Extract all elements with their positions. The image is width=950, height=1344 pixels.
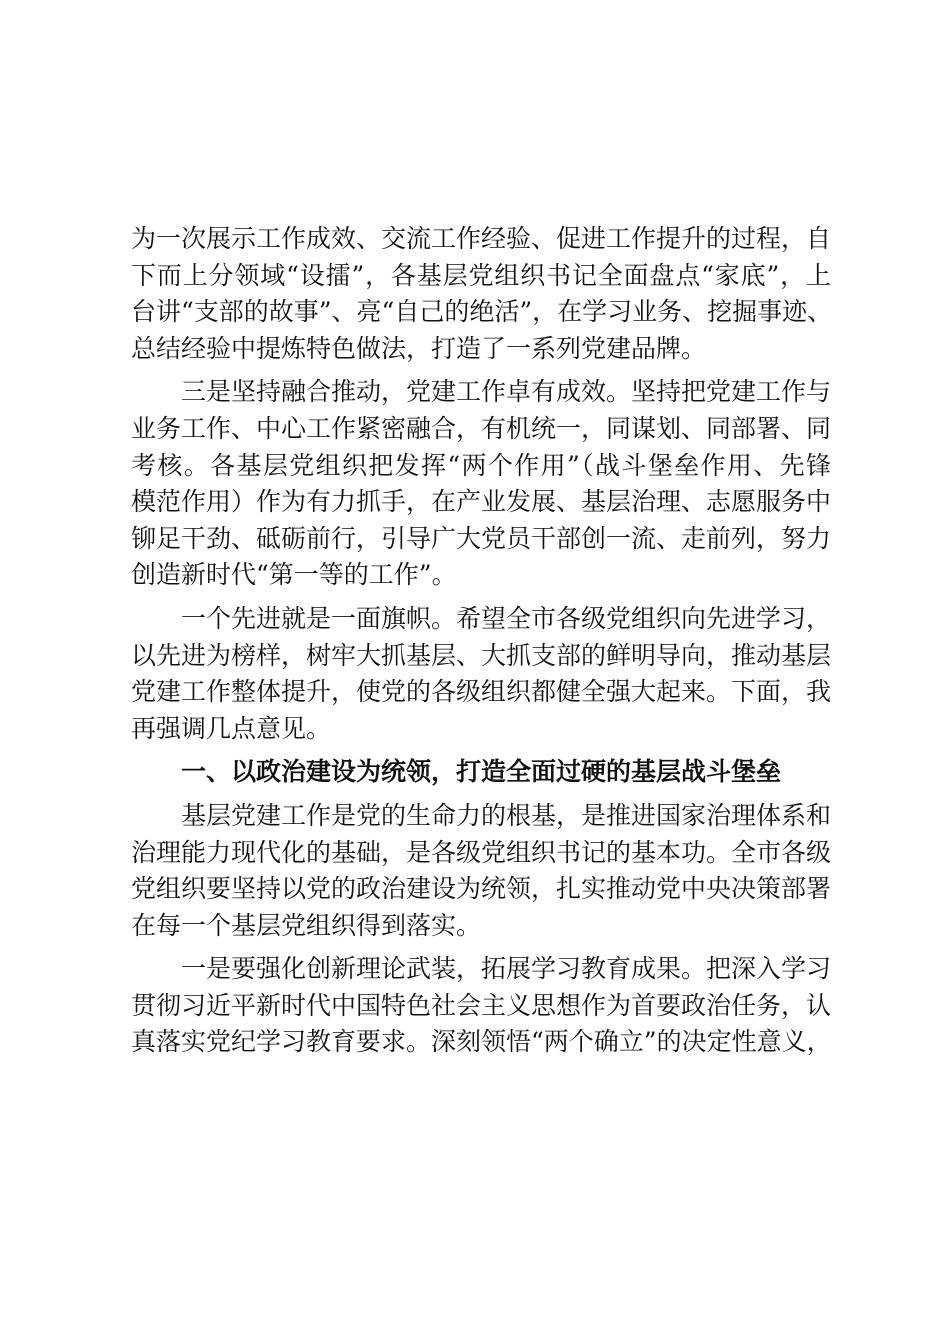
text-line: 业务工作、中心工作紧密融合，有机统一，同谋划、同部署、同 [131,413,832,443]
paragraph-continuation [131,221,831,367]
text-line: 一个先进就是一面旗帜。希望全市各级党组织向先进学习， [181,603,832,633]
paragraph-banner [131,601,831,747]
document-body [131,221,831,1061]
text-line: 贯彻习近平新时代中国特色社会主义思想作为首要政治任务，认 [131,990,832,1020]
text-line: 以先进为榜样，树牢大抓基层、大抓支部的鲜明导向，推动基层 [131,640,832,670]
paragraph-theory [131,951,831,1061]
paragraph-foundation [131,798,831,944]
text-line: 基层党建工作是党的生命力的根基，是推进国家治理体系和 [181,800,832,830]
section-heading: 一、以政治建设为统领，打造全面过硬的基层战斗堡垒 [181,757,782,787]
paragraph-integration [131,374,831,594]
text-line: 党建工作整体提升，使党的各级组织都健全强大起来。下面，我 [131,677,832,707]
text-line: 考核。各基层党组织把发挥“两个作用”（战斗堡垒作用、先锋 [131,450,831,480]
text-line: 三是坚持融合推动，党建工作卓有成效。坚持把党建工作与 [181,377,832,407]
text-line: 一是要强化创新理论武装，拓展学习教育成果。把深入学习 [181,954,832,984]
text-line: 铆足干劲、砥砺前行，引导广大党员干部创一流、走前列，努力 [131,523,832,553]
text-line: 台讲“支部的故事”、亮“自己的绝活”，在学习业务、挖掘事迹、 [131,297,833,327]
text-line: 治理能力现代化的基础，是各级党组织书记的基本功。全市各级 [131,837,832,867]
text-line: 再强调几点意见。 [131,713,332,743]
text-line: 为一次展示工作成效、交流工作经验、促进工作提升的过程，自 [131,224,832,253]
text-line: 创造新时代“第一等的工作”。 [131,560,457,590]
text-line: 党组织要坚持以党的政治建设为统领，扎实推动党中央决策部署 [131,874,832,904]
text-line: 真落实党纪学习教育要求。深刻领悟“两个确立”的决定性意义， [131,1027,832,1057]
text-line: 在每一个基层党组织得到落实。 [131,910,482,940]
text-line: 模范作用）作为有力抓手，在产业发展、基层治理、志愿服务中 [131,487,832,517]
text-line: 总结经验中提炼特色做法，打造了一系列党建品牌。 [131,333,707,363]
text-line: 下而上分领域“设擂”，各基层党组织书记全面盘点“家底”，上 [131,260,831,290]
